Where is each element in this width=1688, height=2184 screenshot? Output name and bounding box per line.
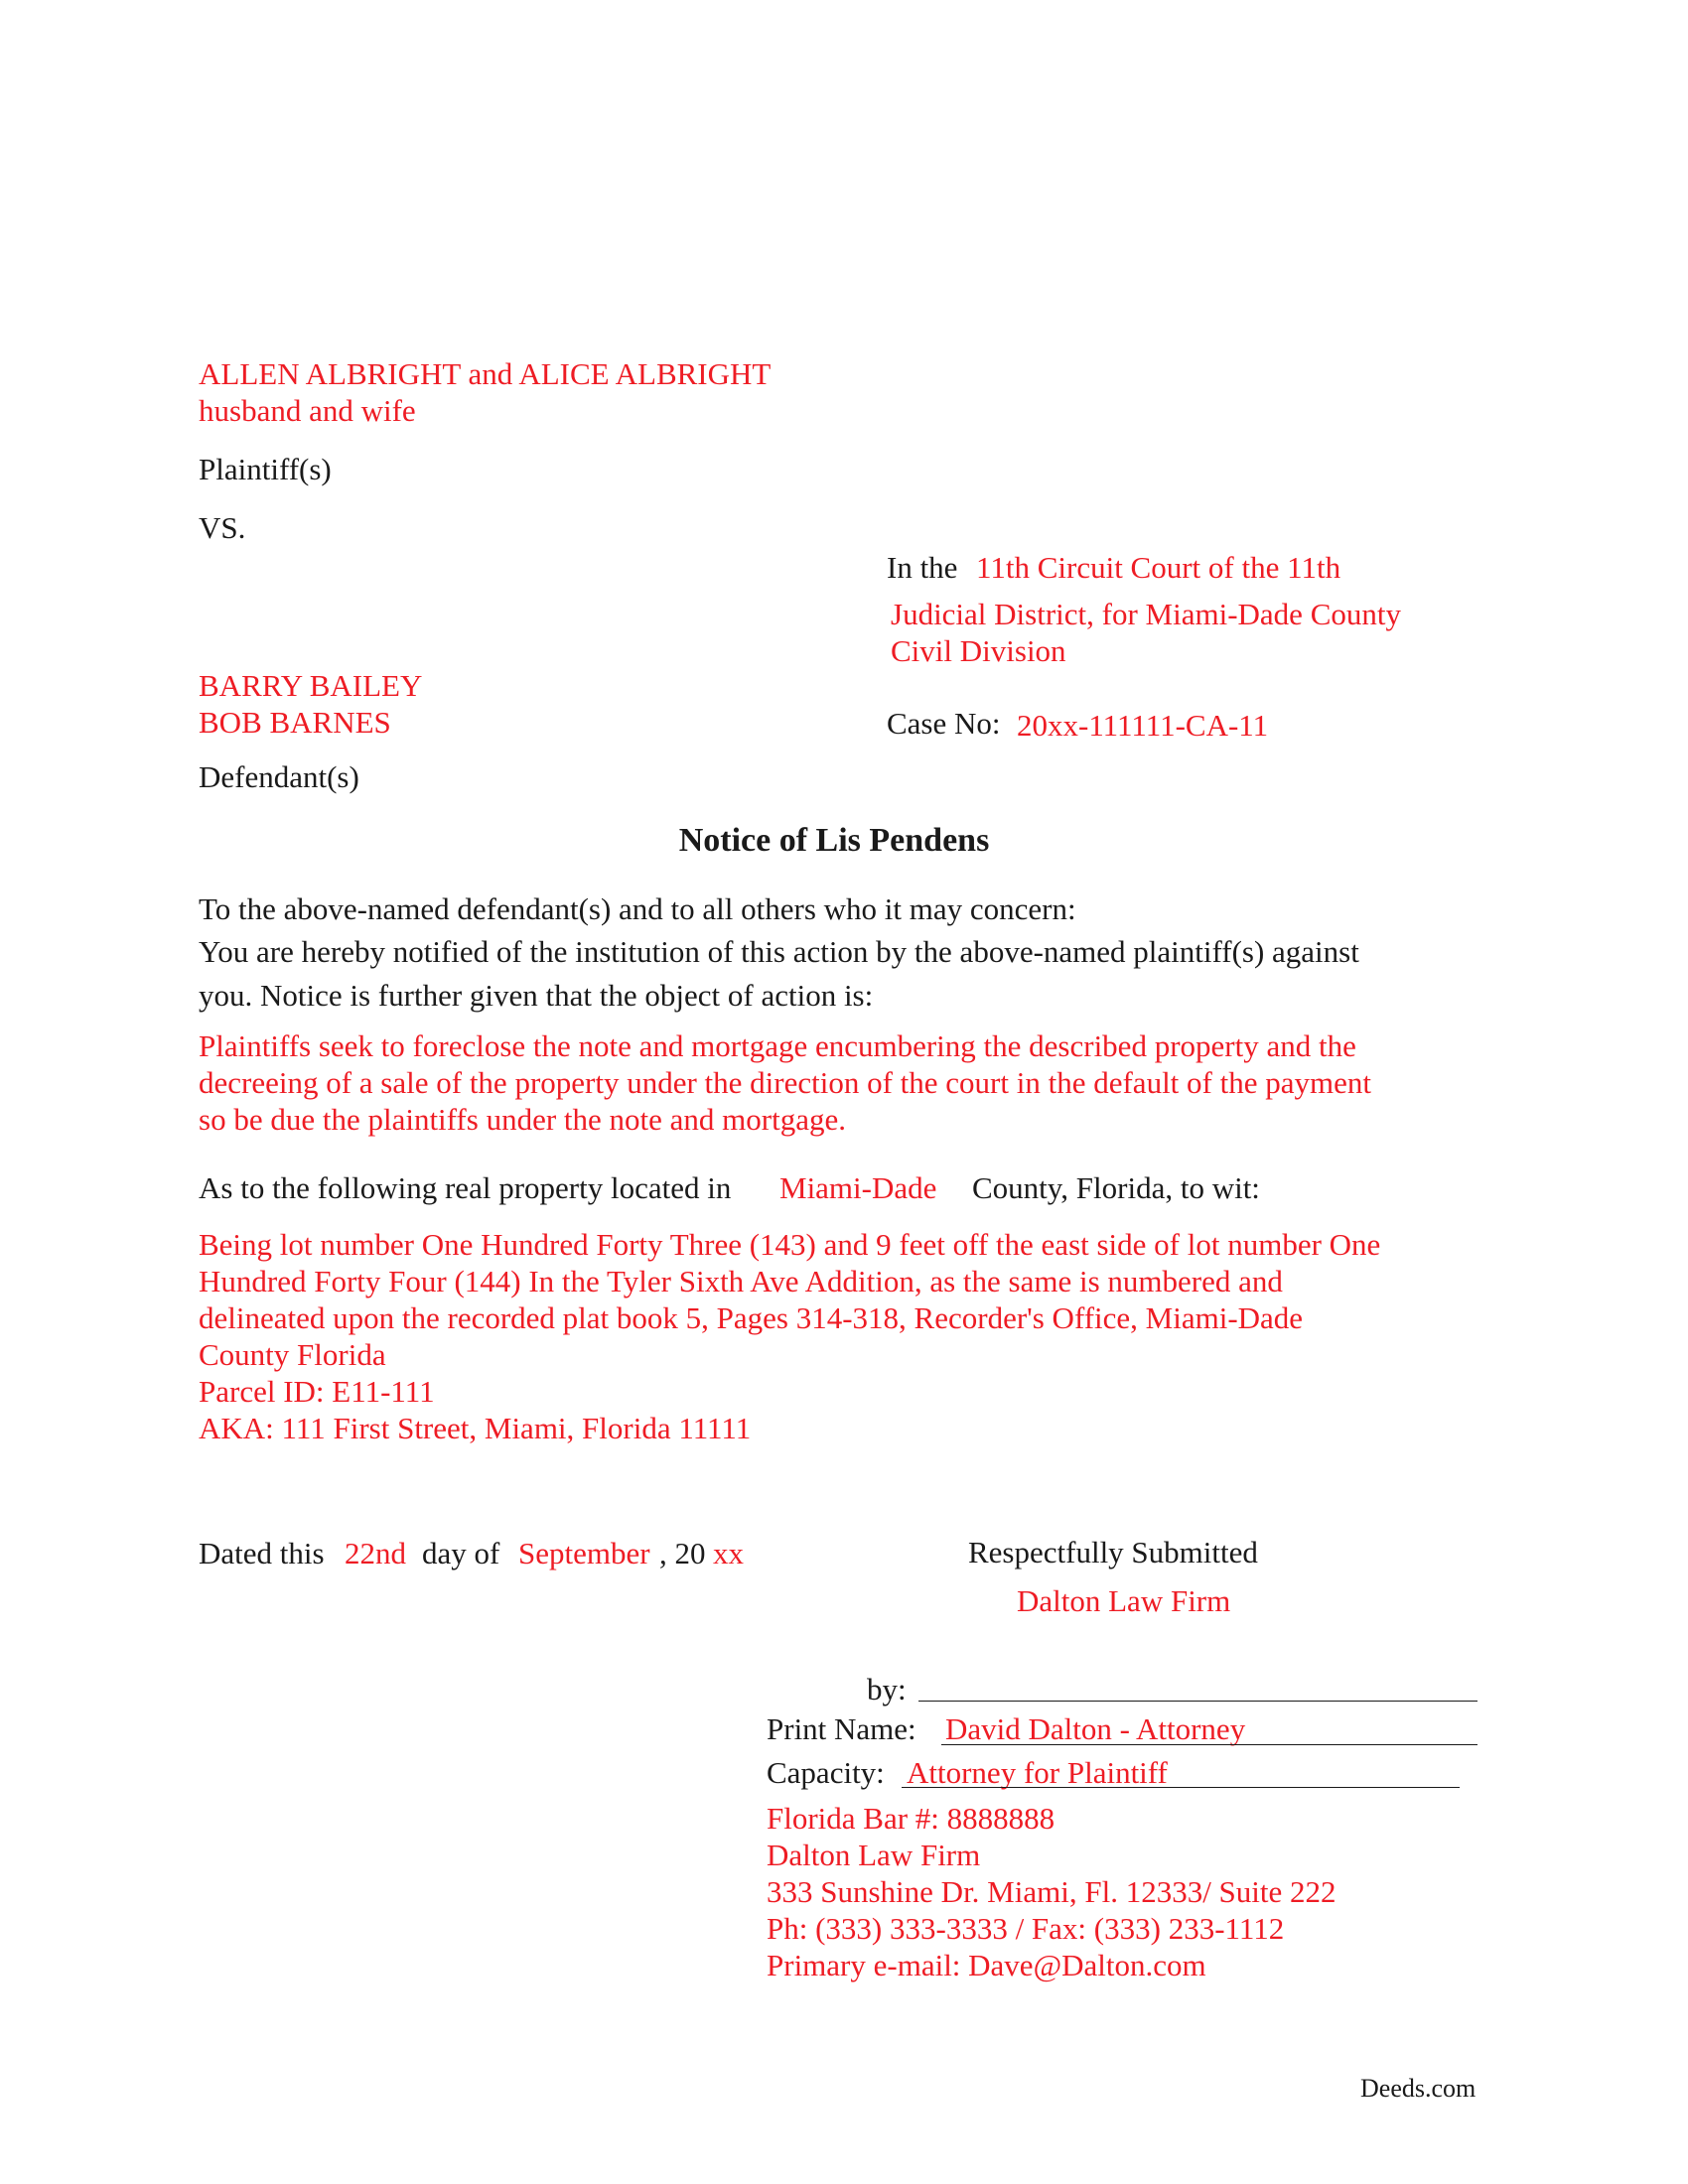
contact-email: Primary e-mail: Dave@Dalton.com	[767, 1948, 1206, 1982]
action-object-line: so be due the plaintiffs under the note and mortgage.	[199, 1102, 846, 1137]
signing-firm: Dalton Law Firm	[1017, 1583, 1231, 1618]
property-intro-suffix: County, Florida, to wit:	[972, 1170, 1260, 1205]
action-object-line: Plaintiffs seek to foreclose the note and mortgage encumbering the described property and the	[199, 1028, 1356, 1063]
capacity-line	[902, 1787, 1460, 1788]
document-title: Notice of Lis Pendens	[678, 822, 990, 859]
versus-label: VS.	[199, 510, 246, 545]
property-intro: As to the following real property located in	[199, 1170, 732, 1205]
legal-description-line: Being lot number One Hundred Forty Three (143) and 9 feet off the east side of lot number One	[199, 1227, 1381, 1262]
property-county: Miami-Dade	[779, 1170, 937, 1205]
footer-brand: Deeds.com	[1360, 2074, 1477, 2103]
dated-year-prefix: , 20	[659, 1536, 706, 1570]
legal-description-line: County Florida	[199, 1337, 386, 1372]
print-name-value: David Dalton - Attorney	[945, 1711, 1246, 1746]
contact-line: Dalton Law Firm	[767, 1838, 981, 1872]
closing-text: Respectfully Submitted	[968, 1535, 1258, 1570]
capacity-value: Attorney for Plaintiff	[907, 1755, 1168, 1790]
defendant-label: Defendant(s)	[199, 759, 359, 794]
contact-line: Ph: (333) 333-3333 / Fax: (333) 233-1112	[767, 1911, 1285, 1946]
court-prefix: In the	[887, 550, 958, 585]
signature-line[interactable]	[918, 1701, 1477, 1702]
case-number-label: Case No:	[887, 706, 1001, 741]
notice-line-2: you. Notice is further given that the object of action is:	[199, 978, 874, 1013]
plaintiff-relation: husband and wife	[199, 393, 416, 428]
print-name-line	[941, 1744, 1477, 1745]
action-object-line: decreeing of a sale of the property under the direction of the court in the default of the payment	[199, 1065, 1371, 1100]
dated-month: September	[518, 1536, 650, 1570]
contact-line: Florida Bar #: 8888888	[767, 1801, 1055, 1836]
case-number-value: 20xx-111111-CA-11	[1017, 708, 1269, 743]
notice-salutation: To the above-named defendant(s) and to all others who it may concern:	[199, 891, 1076, 926]
defendant-name: BARRY BAILEY	[199, 668, 423, 703]
plaintiff-label: Plaintiff(s)	[199, 452, 332, 486]
court-line-1: 11th Circuit Court of the 11th	[976, 550, 1341, 585]
contact-line: 333 Sunshine Dr. Miami, Fl. 12333/ Suite 222	[767, 1874, 1336, 1909]
property-aka: AKA: 111 First Street, Miami, Florida 11111	[199, 1411, 752, 1445]
legal-description-line: Hundred Forty Four (144) In the Tyler Sixth Ave Addition, as the same is numbered and	[199, 1264, 1283, 1298]
dated-day: 22nd	[345, 1536, 406, 1570]
legal-description-line: delineated upon the recorded plat book 5, Pages 314-318, Recorder's Office, Miami-Dade	[199, 1300, 1304, 1335]
defendant-name: BOB BARNES	[199, 705, 391, 740]
capacity-label: Capacity:	[767, 1755, 885, 1790]
court-line-3: Civil Division	[891, 633, 1066, 668]
plaintiff-names: ALLEN ALBRIGHT and ALICE ALBRIGHT	[199, 356, 772, 391]
dated-year-suffix: xx	[713, 1536, 744, 1570]
by-label: by:	[867, 1672, 907, 1706]
court-line-2: Judicial District, for Miami-Dade County	[891, 597, 1401, 631]
dated-prefix: Dated this	[199, 1536, 325, 1570]
print-name-label: Print Name:	[767, 1711, 916, 1746]
dated-mid: day of	[422, 1536, 500, 1570]
parcel-id: Parcel ID: E11-111	[199, 1374, 435, 1409]
notice-line-1: You are hereby notified of the institution of this action by the above-named plaintiff(s) against	[199, 934, 1359, 969]
